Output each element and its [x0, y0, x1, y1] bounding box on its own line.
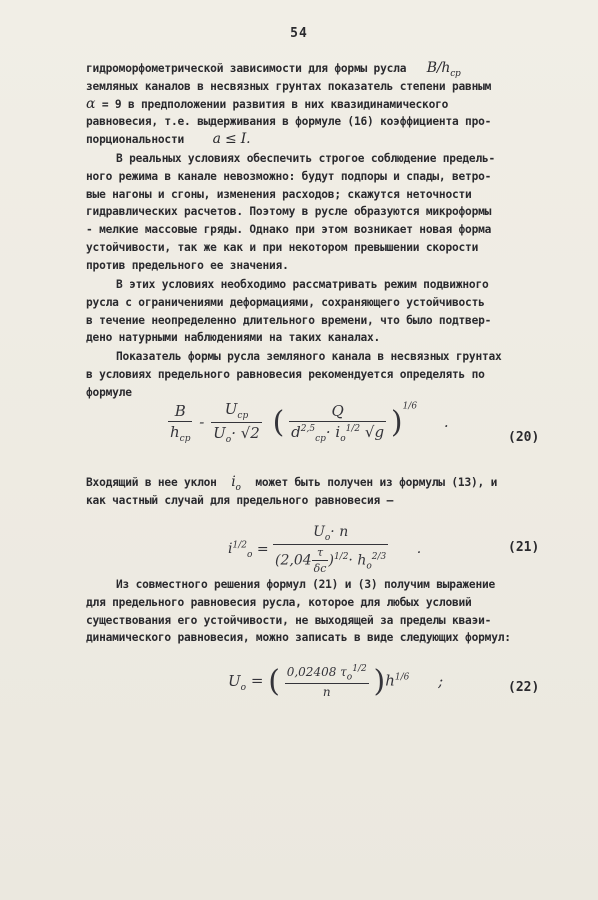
paragraph-6 [86, 576, 566, 647]
equation-21: $i^{1/2}_o$ = $U_o\cdot n$ (2,04 $\frac{\tau}{\delta c}$ )$^{1/2}\cdot h_o^{2/3}$ . [228, 524, 422, 575]
p5-line-1a: Входящий в нее уклон [86, 476, 217, 489]
p2-line-2: ного режима в канале невозможно: будут подпоры и спады, ветро- [86, 169, 492, 183]
p5-line-1b: может быть получен из формулы (13), и [255, 476, 498, 489]
p5-line-2: как частный случай для предельного равновесия — [86, 493, 394, 507]
equation-21-number: (21) [508, 540, 540, 555]
slope-symbol: $i_o$ [231, 474, 241, 493]
p2-line-1: В реальных условиях обеспечить строгое соблюдение предель- [116, 152, 496, 165]
equation-22-number: (22) [508, 680, 540, 695]
p2-line-4: гидравлических расчетов. Поэтому в русле образуются микроформы [86, 205, 492, 219]
inline-condition: a ≤ I. [212, 131, 251, 148]
p3-line-4: дено натурными наблюдениями на таких каналах. [86, 331, 381, 345]
p1-line-1: гидроморфометрической зависимости для формы русла [86, 62, 407, 75]
equation-22: $U_o$ = ( $\frac{0,02408 \tau_o^{1/2}}{n}$ )$h^{1/6}$ ; [228, 664, 444, 700]
p6-line-3: существования его устойчивости, не выходящей за пределы кваэи- [86, 613, 492, 627]
p2-line-5: - мелкие массовые гряды. Однако при этом возникает новая форма [86, 223, 492, 237]
p4-line-1: Показатель формы русла земляного канала в несвязных грунтах [116, 350, 502, 363]
eq20-lhs: $\frac{B}{h_{cp}}$ [170, 401, 191, 444]
page-number: 54 [290, 26, 308, 41]
p2-line-6: устойчивости, так же как и при некотором превышении скорости [86, 240, 479, 254]
p1-line-3: = 9 в предположении развития в них квазидинамического [101, 97, 449, 111]
p1-line-4: равновесия, т.е. выдерживания в формуле (16) коэффициента про- [86, 115, 492, 129]
p1-line-5: порциональности [86, 133, 185, 147]
p2-line-3: вые нагоны и сгоны, изменения расходов; скажутся неточности [86, 187, 472, 201]
eq20-discharge-ratio: $\frac{Q}{d^{2,5}_{cp}\cdot i_o^{1/2} √g}$ [291, 401, 385, 444]
p2-line-7: против предельного ее значения. [86, 258, 289, 272]
p3-line-2: русла с ограничениями деформациями, сохраняющего устойчивость [86, 295, 485, 309]
paragraph-2 [86, 150, 566, 275]
equation-20-number: (20) [508, 430, 540, 445]
p6-line-4: динамического равновесия, можно записать в виде следующих формул: [86, 631, 511, 645]
p1-line-2: земляных каналов в несвязных грунтах показатель степени равным [86, 79, 492, 93]
paragraph-1 [86, 60, 566, 149]
p3-line-3: в течение неопределенно длительного времени, что было подтвер- [86, 313, 492, 327]
p4-line-2: в условиях предельного равновесия рекомендуется определять по [86, 367, 485, 381]
p6-line-1: Из совместного решения формул (21) и (3) получим выражение [116, 578, 496, 591]
paragraph-3 [86, 276, 566, 347]
eq20-power: 1/6 [402, 401, 418, 412]
paragraph-5 [86, 474, 566, 510]
p3-line-1: В этих условиях необходимо рассматривать режим подвижного [116, 278, 489, 291]
eq21-fraction: $U_o\cdot n$ (2,04 $\frac{\tau}{\delta c}$ )$^{1/2}\cdot h_o^{2/3}$ [275, 524, 387, 575]
inline-formula-B-h: $B/h_{cp}$ [426, 60, 461, 79]
alpha-symbol: α [86, 95, 96, 112]
eq22-fraction: $\frac{0,02408 \tau_o^{1/2}}{n}$ [286, 664, 367, 700]
p6-line-2: для предельного равновесия русла, которое для любых условий [86, 595, 472, 609]
equation-20: $\frac{B}{h_{cp}}$ - $\frac{U_{cp}}{U_o\cdot √2}$ ( $\frac{Q}{d^{2,5}_{cp}\cdot i_o^{1/2} √g}$ )$^{1/6}$ . [170, 400, 449, 445]
paragraph-4 [86, 348, 566, 401]
eq20-velocity-ratio: $\frac{U_{cp}}{U_o\cdot √2}$ [213, 400, 260, 445]
p4-line-3: формуле [86, 385, 132, 399]
